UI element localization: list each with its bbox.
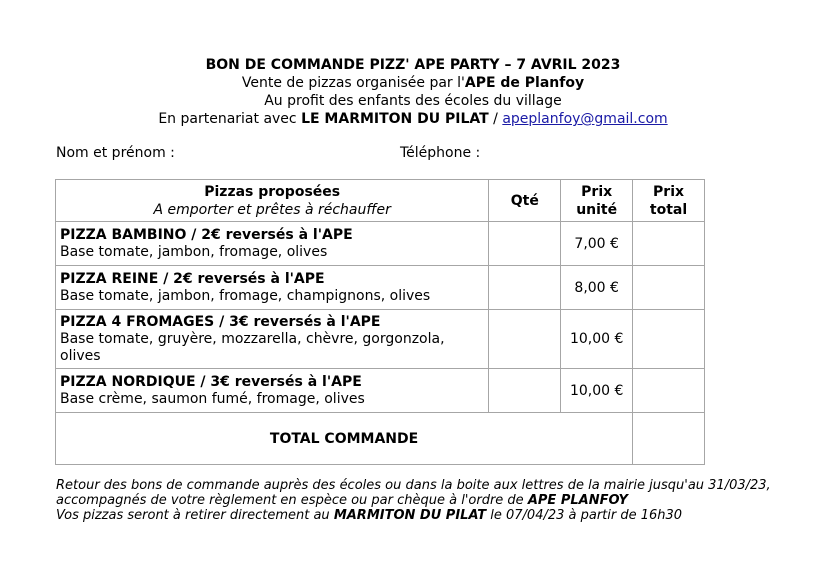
header-qty: Qté (489, 180, 561, 222)
pizza-name: PIZZA BAMBINO / 2€ reversés à l'APE (60, 226, 353, 243)
partner-prefix: En partenariat avec (158, 111, 302, 127)
total-price-cell[interactable] (633, 222, 705, 266)
total-price-cell[interactable] (633, 266, 705, 310)
header-total-price-1: Prix (653, 183, 685, 200)
total-row (56, 413, 705, 465)
pizza-description-cell (56, 310, 489, 369)
unit-price-cell: 8,00 € (561, 266, 633, 310)
partner-separator: / (488, 111, 503, 127)
footer-pickup-prefix: Vos pizzas seront à retirer directement au (56, 508, 334, 523)
pizza-ingredients: Base tomate, gruyère, mozzarella, chèvre, gorgonzola, olives (60, 330, 445, 364)
organizer-name: APE de Planfoy (464, 75, 585, 91)
name-field-label[interactable]: Nom et prénom : (56, 145, 175, 161)
document-header (0, 56, 826, 128)
grand-total-cell[interactable] (633, 413, 705, 465)
pizza-ingredients: Base tomate, jambon, fromage, champignons, olives (60, 287, 431, 304)
pizza-description-cell (56, 369, 489, 413)
header-unit-price-2: unité (576, 201, 618, 218)
email-link[interactable]: apeplanfoy@gmail.com (502, 111, 668, 127)
unit-price-cell: 10,00 € (561, 369, 633, 413)
footer-pickup-place: MARMITON DU PILAT (333, 508, 487, 523)
organizer-line (0, 74, 826, 92)
header-pizzas-subtitle: A emporter et prêtes à réchauffer (153, 201, 391, 218)
order-table (55, 179, 705, 465)
footer-payment-payee: APE PLANFOY (527, 493, 628, 508)
unit-price-cell: 10,00 € (561, 310, 633, 369)
pizza-description-cell (56, 266, 489, 310)
table-row (56, 222, 705, 266)
pizza-name: PIZZA NORDIQUE / 3€ reversés à l'APE (60, 373, 362, 390)
table-header-row (56, 180, 705, 222)
partner-line (0, 110, 826, 128)
partner-name: LE MARMITON DU PILAT (301, 111, 489, 127)
unit-price-cell: 7,00 € (561, 222, 633, 266)
organizer-prefix: Vente de pizzas organisée par l' (241, 75, 465, 91)
table-row (56, 369, 705, 413)
total-price-cell[interactable] (633, 369, 705, 413)
pizza-description-cell (56, 222, 489, 266)
benefit-line: Au profit des enfants des écoles du village (264, 93, 562, 109)
document-title: BON DE COMMANDE PIZZ' APE PARTY – 7 AVRIL 2023 (205, 57, 621, 73)
header-total-price (633, 180, 705, 222)
table-row (56, 310, 705, 369)
total-label: TOTAL COMMANDE (56, 413, 633, 465)
footer-line-pickup (56, 508, 776, 523)
header-unit-price-1: Prix (581, 183, 613, 200)
header-unit-price (561, 180, 633, 222)
header-pizzas (56, 180, 489, 222)
footer-notes (56, 478, 776, 523)
qty-cell[interactable] (489, 222, 561, 266)
qty-cell[interactable] (489, 266, 561, 310)
phone-field-label[interactable]: Téléphone : (400, 145, 481, 161)
header-pizzas-title: Pizzas proposées (204, 183, 341, 200)
customer-fields (56, 145, 756, 163)
pizza-name: PIZZA REINE / 2€ reversés à l'APE (60, 270, 325, 287)
footer-pickup-suffix: le 07/04/23 à partir de 16h30 (486, 508, 683, 523)
footer-payment-prefix: accompagnés de votre règlement en espèce ou par chèque à l'ordre de (56, 493, 528, 508)
total-price-cell[interactable] (633, 310, 705, 369)
table-row (56, 266, 705, 310)
qty-cell[interactable] (489, 369, 561, 413)
qty-cell[interactable] (489, 310, 561, 369)
footer-line-return: Retour des bons de commande auprès des écoles ou dans la boite aux lettres de la mairie jusqu'au 31/03/23, (56, 478, 771, 493)
header-total-price-2: total (649, 201, 688, 218)
pizza-ingredients: Base tomate, jambon, fromage, olives (60, 243, 328, 260)
footer-line-payment (56, 493, 776, 508)
pizza-ingredients: Base crème, saumon fumé, fromage, olives (60, 390, 365, 407)
pizza-name: PIZZA 4 FROMAGES / 3€ reversés à l'APE (60, 313, 381, 330)
